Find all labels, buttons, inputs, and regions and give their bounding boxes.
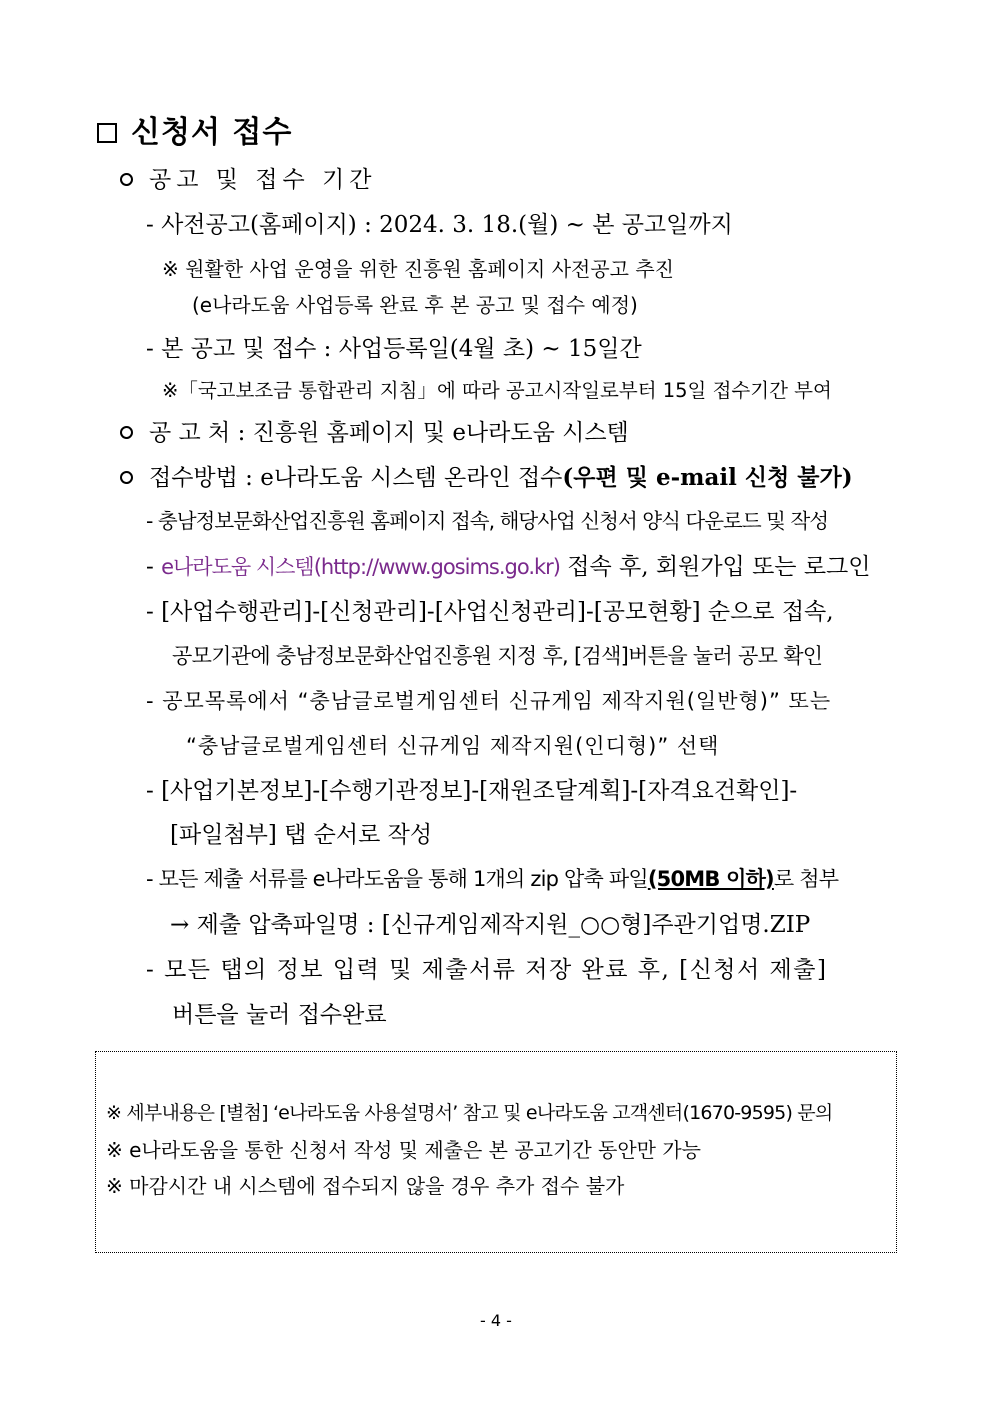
note-2: ※ e나라도움을 통한 신청서 작성 및 제출은 본 공고기간 동안만 가능 (106, 1138, 701, 1162)
note-3: ※ 마감시간 내 시스템에 접수되지 않을 경우 추가 접수 불가 (106, 1174, 625, 1198)
note-1: ※ 세부내용은 [별첨] ‘e나라도움 사용설명서’ 참고 및 e나라도움 고객센터(1670-9595) 문의 (106, 1102, 833, 1124)
method-step-5b: [파일첨부] 탭 순서로 작성 (170, 822, 433, 848)
notice-place-line: 공 고 처 : 진흥원 홈페이지 및 e나라도움 시스템 (120, 419, 629, 448)
circle-bullet-icon (120, 173, 133, 186)
period-heading: 공고 및 접수 기간 (120, 166, 376, 195)
pre-notice-note-2: (e나라도움 사업등록 완료 후 본 공고 및 접수 예정) (192, 293, 638, 317)
method-step-3b: 공모기관에 충남정보문화산업진흥원 지정 후, [검색]버튼을 눌러 공모 확인 (172, 644, 823, 668)
method-step-3a: - [사업수행관리]-[신청관리]-[사업신청관리]-[공모현황] 순으로 접속, (146, 599, 834, 625)
main-notice-note: ※「국고보조금 통합관리 지침」에 따라 공고시작일로부터 15일 접수기간 부여 (162, 379, 832, 402)
notes-box (95, 1051, 897, 1253)
circle-bullet-icon (120, 471, 133, 484)
method-step-7b: 버튼을 눌러 접수완료 (172, 1002, 387, 1028)
page-number: - 4 - (480, 1311, 512, 1330)
method-step-4b: “충남글로벌게임센터 신규게임 제작지원(인디형)” 선택 (186, 734, 720, 758)
method-step-7a: - 모든 탭의 정보 입력 및 제출서류 저장 완료 후, [신청서 제출] (146, 957, 828, 983)
method-step-6b: → 제출 압축파일명 : [신규게임제작지원_○○형]주관기업명.ZIP (170, 912, 811, 938)
method-step-1: - 충남정보문화산업진흥원 홈페이지 접속, 해당사업 신청서 양식 다운로드 및 작성 (146, 509, 829, 533)
main-notice-line: - 본 공고 및 접수 : 사업등록일(4월 초) ~ 15일간 (146, 336, 642, 362)
pre-notice-line: - 사전공고(홈페이지) : 2024. 3. 18.(월) ~ 본 공고일까지 (146, 212, 733, 238)
method-step-2: - e나라도움 시스템(http://www.gosims.go.kr) 접속 후, 회원가입 또는 로그인 (146, 554, 871, 580)
section-title: 신청서 접수 (97, 114, 292, 152)
gosims-link[interactable]: e나라도움 시스템(http://www.gosims.go.kr) (161, 555, 560, 579)
method-step-6a: - 모든 제출 서류를 e나라도움을 통해 1개의 zip 압축 파일(50MB 이하)로 첨부 (146, 867, 839, 891)
pre-notice-note-1: ※ 원활한 사업 운영을 위한 진흥원 홈페이지 사전공고 추진 (162, 257, 674, 281)
checkbox-square-icon (97, 123, 117, 143)
method-heading: 접수방법 : e나라도움 시스템 온라인 접수(우편 및 e-mail 신청 불가) (120, 464, 853, 493)
method-step-5a: - [사업기본정보]-[수행기관정보]-[재원조달계획]-[자격요건확인]- (146, 778, 798, 804)
method-step-4a: - 공모목록에서 “충남글로벌게임센터 신규게임 제작지원(일반형)” 또는 (146, 689, 832, 713)
circle-bullet-icon (120, 426, 133, 439)
